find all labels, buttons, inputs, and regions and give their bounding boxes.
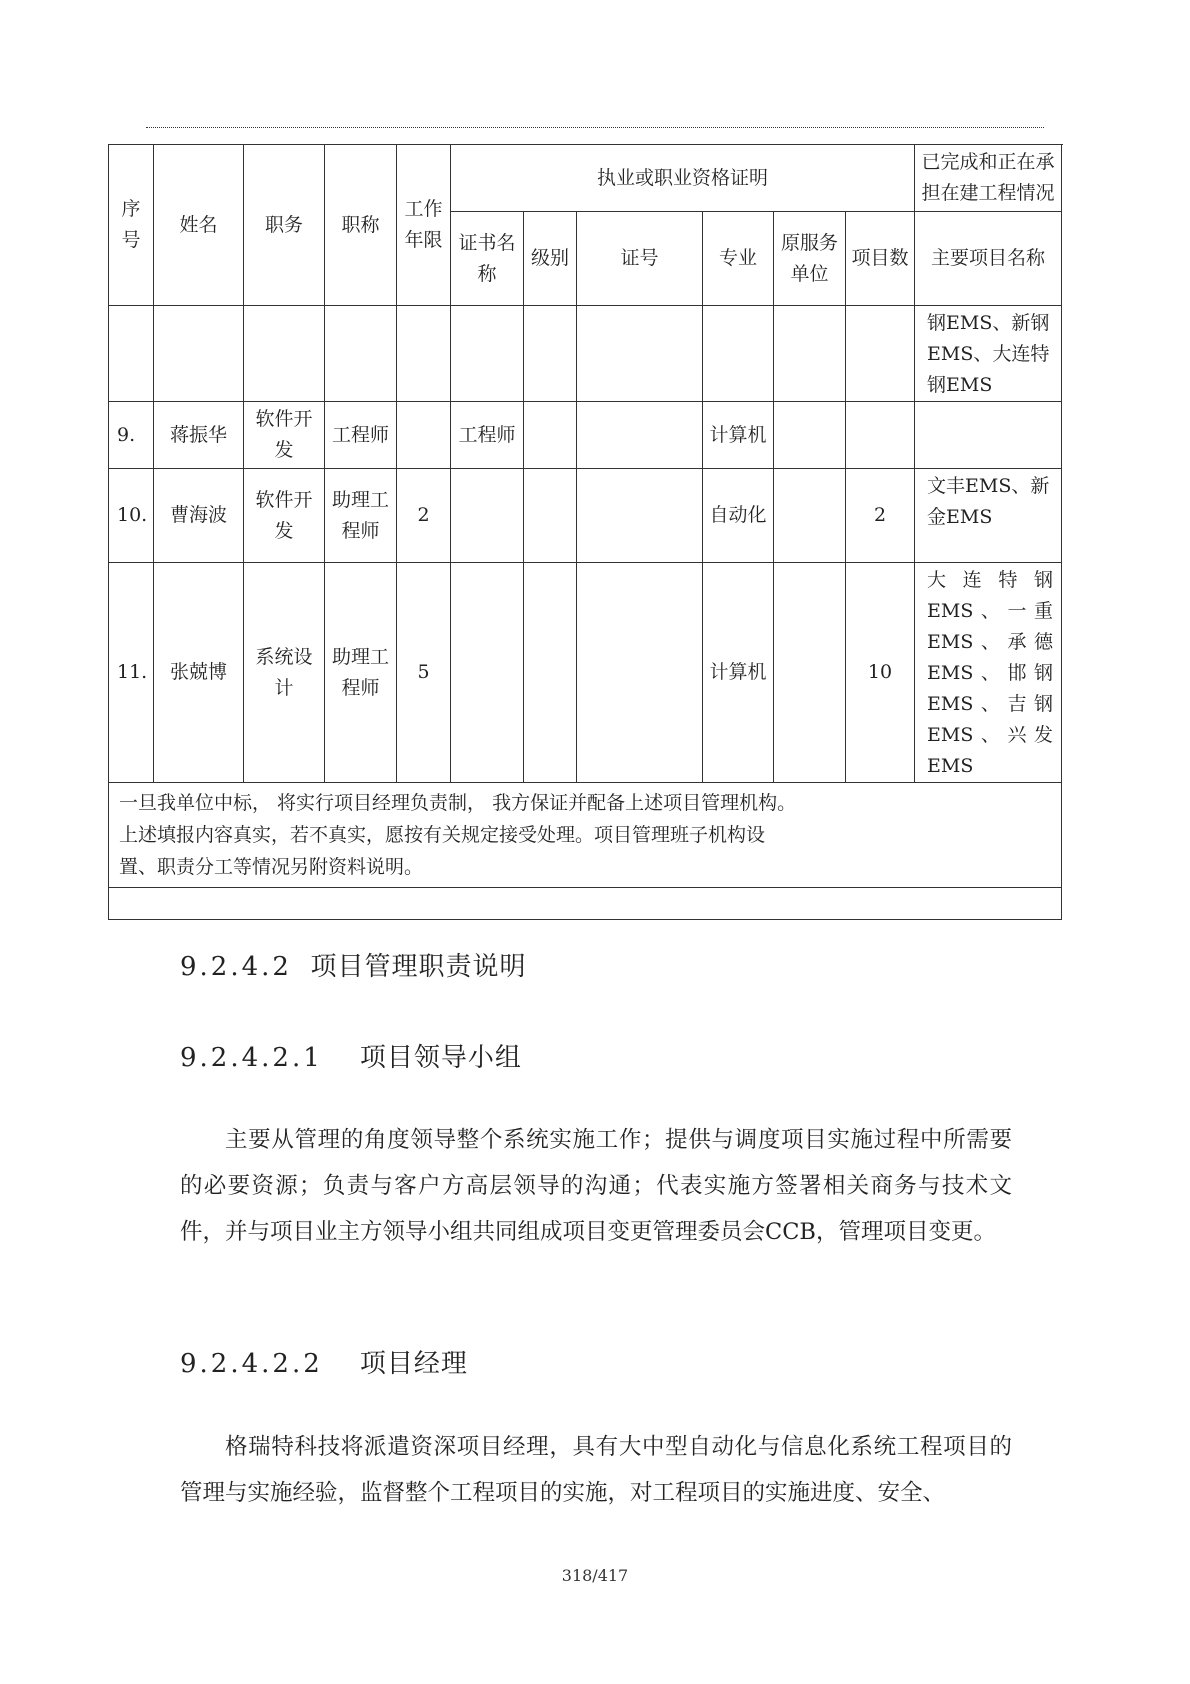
- section-title: 项目管理职责说明: [310, 952, 527, 982]
- section-heading: [180, 946, 527, 983]
- cell-major: [703, 306, 774, 402]
- cell-orig-unit: [774, 563, 846, 783]
- cell-title: 助理工程师: [325, 563, 397, 783]
- header-proj-count: 项目数: [846, 212, 915, 306]
- subsection-heading: [180, 1037, 522, 1074]
- cell-name: 蒋振华: [154, 402, 244, 469]
- header-title: 职称: [325, 145, 397, 306]
- cell-post: 系统设计: [244, 563, 325, 783]
- cell-cert-no: [577, 469, 703, 563]
- cell-main-projects: [915, 402, 1062, 469]
- note-line: 上述填报内容真实，若不真实，愿按有关规定接受处理。项目管理班子机构设: [119, 824, 766, 846]
- section-number: 9.2.4.2.1: [180, 1043, 323, 1073]
- header-post: 职务: [244, 145, 325, 306]
- cell-orig-unit: [774, 469, 846, 563]
- cell-cert-no: [577, 402, 703, 469]
- cell-title: 助理工程师: [325, 469, 397, 563]
- staff-table: [108, 144, 1062, 920]
- cell-title: 工程师: [325, 402, 397, 469]
- cell-proj-count: 10: [846, 563, 915, 783]
- header-name: 姓名: [154, 145, 244, 306]
- cell-seq: 11.: [109, 563, 154, 783]
- section-title: 项目领导小组: [359, 1043, 522, 1073]
- table-row: [109, 563, 1062, 783]
- header-main-projects: 主要项目名称: [915, 212, 1062, 306]
- cell-seq: [109, 306, 154, 402]
- cell-cert-no: [577, 306, 703, 402]
- cell-major: 计算机: [703, 563, 774, 783]
- section-number: 9.2.4.2.2: [180, 1349, 323, 1379]
- cell-years: [397, 306, 451, 402]
- cell-cert-no: [577, 563, 703, 783]
- cell-cert-name: [451, 563, 524, 783]
- cell-cert-name: [451, 469, 524, 563]
- cell-post: [244, 306, 325, 402]
- empty-row: [109, 888, 1062, 920]
- cell-years: 2: [397, 469, 451, 563]
- cell-cert-name: [451, 306, 524, 402]
- cell-grade: [524, 306, 577, 402]
- cell-name: 张兢博: [154, 563, 244, 783]
- cell-post: 软件开发: [244, 469, 325, 563]
- section-number: 9.2.4.2: [180, 952, 292, 982]
- table-row: [109, 402, 1062, 469]
- header-cert-no: 证号: [577, 212, 703, 306]
- cell-seq: 9.: [109, 402, 154, 469]
- cell-proj-count: [846, 306, 915, 402]
- subsection-heading: [180, 1343, 468, 1380]
- empty-cell: [109, 888, 1062, 920]
- cell-major: 自动化: [703, 469, 774, 563]
- note-row: [109, 783, 1062, 888]
- cell-orig-unit: [774, 306, 846, 402]
- header-years: 工作年限: [397, 145, 451, 306]
- cell-main-projects: 钢EMS、新钢EMS、大连特钢EMS: [915, 306, 1062, 402]
- page-number: 318/417: [561, 1566, 629, 1585]
- note-line: 置、职责分工等情况另附资料说明。: [119, 856, 424, 878]
- header-rule: [146, 127, 1044, 128]
- table-row: [109, 469, 1062, 563]
- header-grade: 级别: [524, 212, 577, 306]
- header-cert-group: 执业或职业资格证明: [451, 145, 915, 212]
- cell-years: 5: [397, 563, 451, 783]
- cell-cert-name: 工程师: [451, 402, 524, 469]
- cell-grade: [524, 469, 577, 563]
- table-row: [109, 306, 1062, 402]
- cell-post: 软件开发: [244, 402, 325, 469]
- cell-name: 曹海波: [154, 469, 244, 563]
- table-note: [109, 783, 1062, 888]
- body-paragraph: 主要从管理的角度领导整个系统实施工作；提供与调度项目实施过程中所需要的必要资源；负责与客户方高层领导的沟通；代表实施方签署相关商务与技术文件，并与项目业主方领导小组共同组成项目变更管理委员会CCB，管理项目变更。: [180, 1127, 1012, 1245]
- body-paragraph: 格瑞特科技将派遣资深项目经理，具有大中型自动化与信息化系统工程项目的管理与实施经验，监督整个工程项目的实施，对工程项目的实施进度、安全、: [180, 1434, 1012, 1506]
- header-cert-name: 证书名称: [451, 212, 524, 306]
- cell-name: [154, 306, 244, 402]
- header-orig-unit: 原服务单位: [774, 212, 846, 306]
- cell-seq: 10.: [109, 469, 154, 563]
- header-major: 专业: [703, 212, 774, 306]
- cell-proj-count: [846, 402, 915, 469]
- cell-major: 计算机: [703, 402, 774, 469]
- cell-proj-count: 2: [846, 469, 915, 563]
- header-seq: 序号: [109, 145, 154, 306]
- header-row: [109, 145, 1062, 212]
- cell-main-projects: 文丰EMS、新金EMS: [915, 469, 1062, 563]
- cell-main-projects: 大连特钢EMS、一重EMS、承德EMS、邯钢EMS、吉钢EMS、兴发EMS: [915, 563, 1062, 783]
- header-projects-group: 已完成和正在承担在建工程情况: [915, 145, 1062, 212]
- cell-grade: [524, 563, 577, 783]
- cell-title: [325, 306, 397, 402]
- cell-years: [397, 402, 451, 469]
- note-line: 一旦我单位中标， 将实行项目经理负责制， 我方保证并配备上述项目管理机构。: [119, 792, 797, 814]
- cell-grade: [524, 402, 577, 469]
- cell-orig-unit: [774, 402, 846, 469]
- section-title: 项目经理: [359, 1349, 468, 1379]
